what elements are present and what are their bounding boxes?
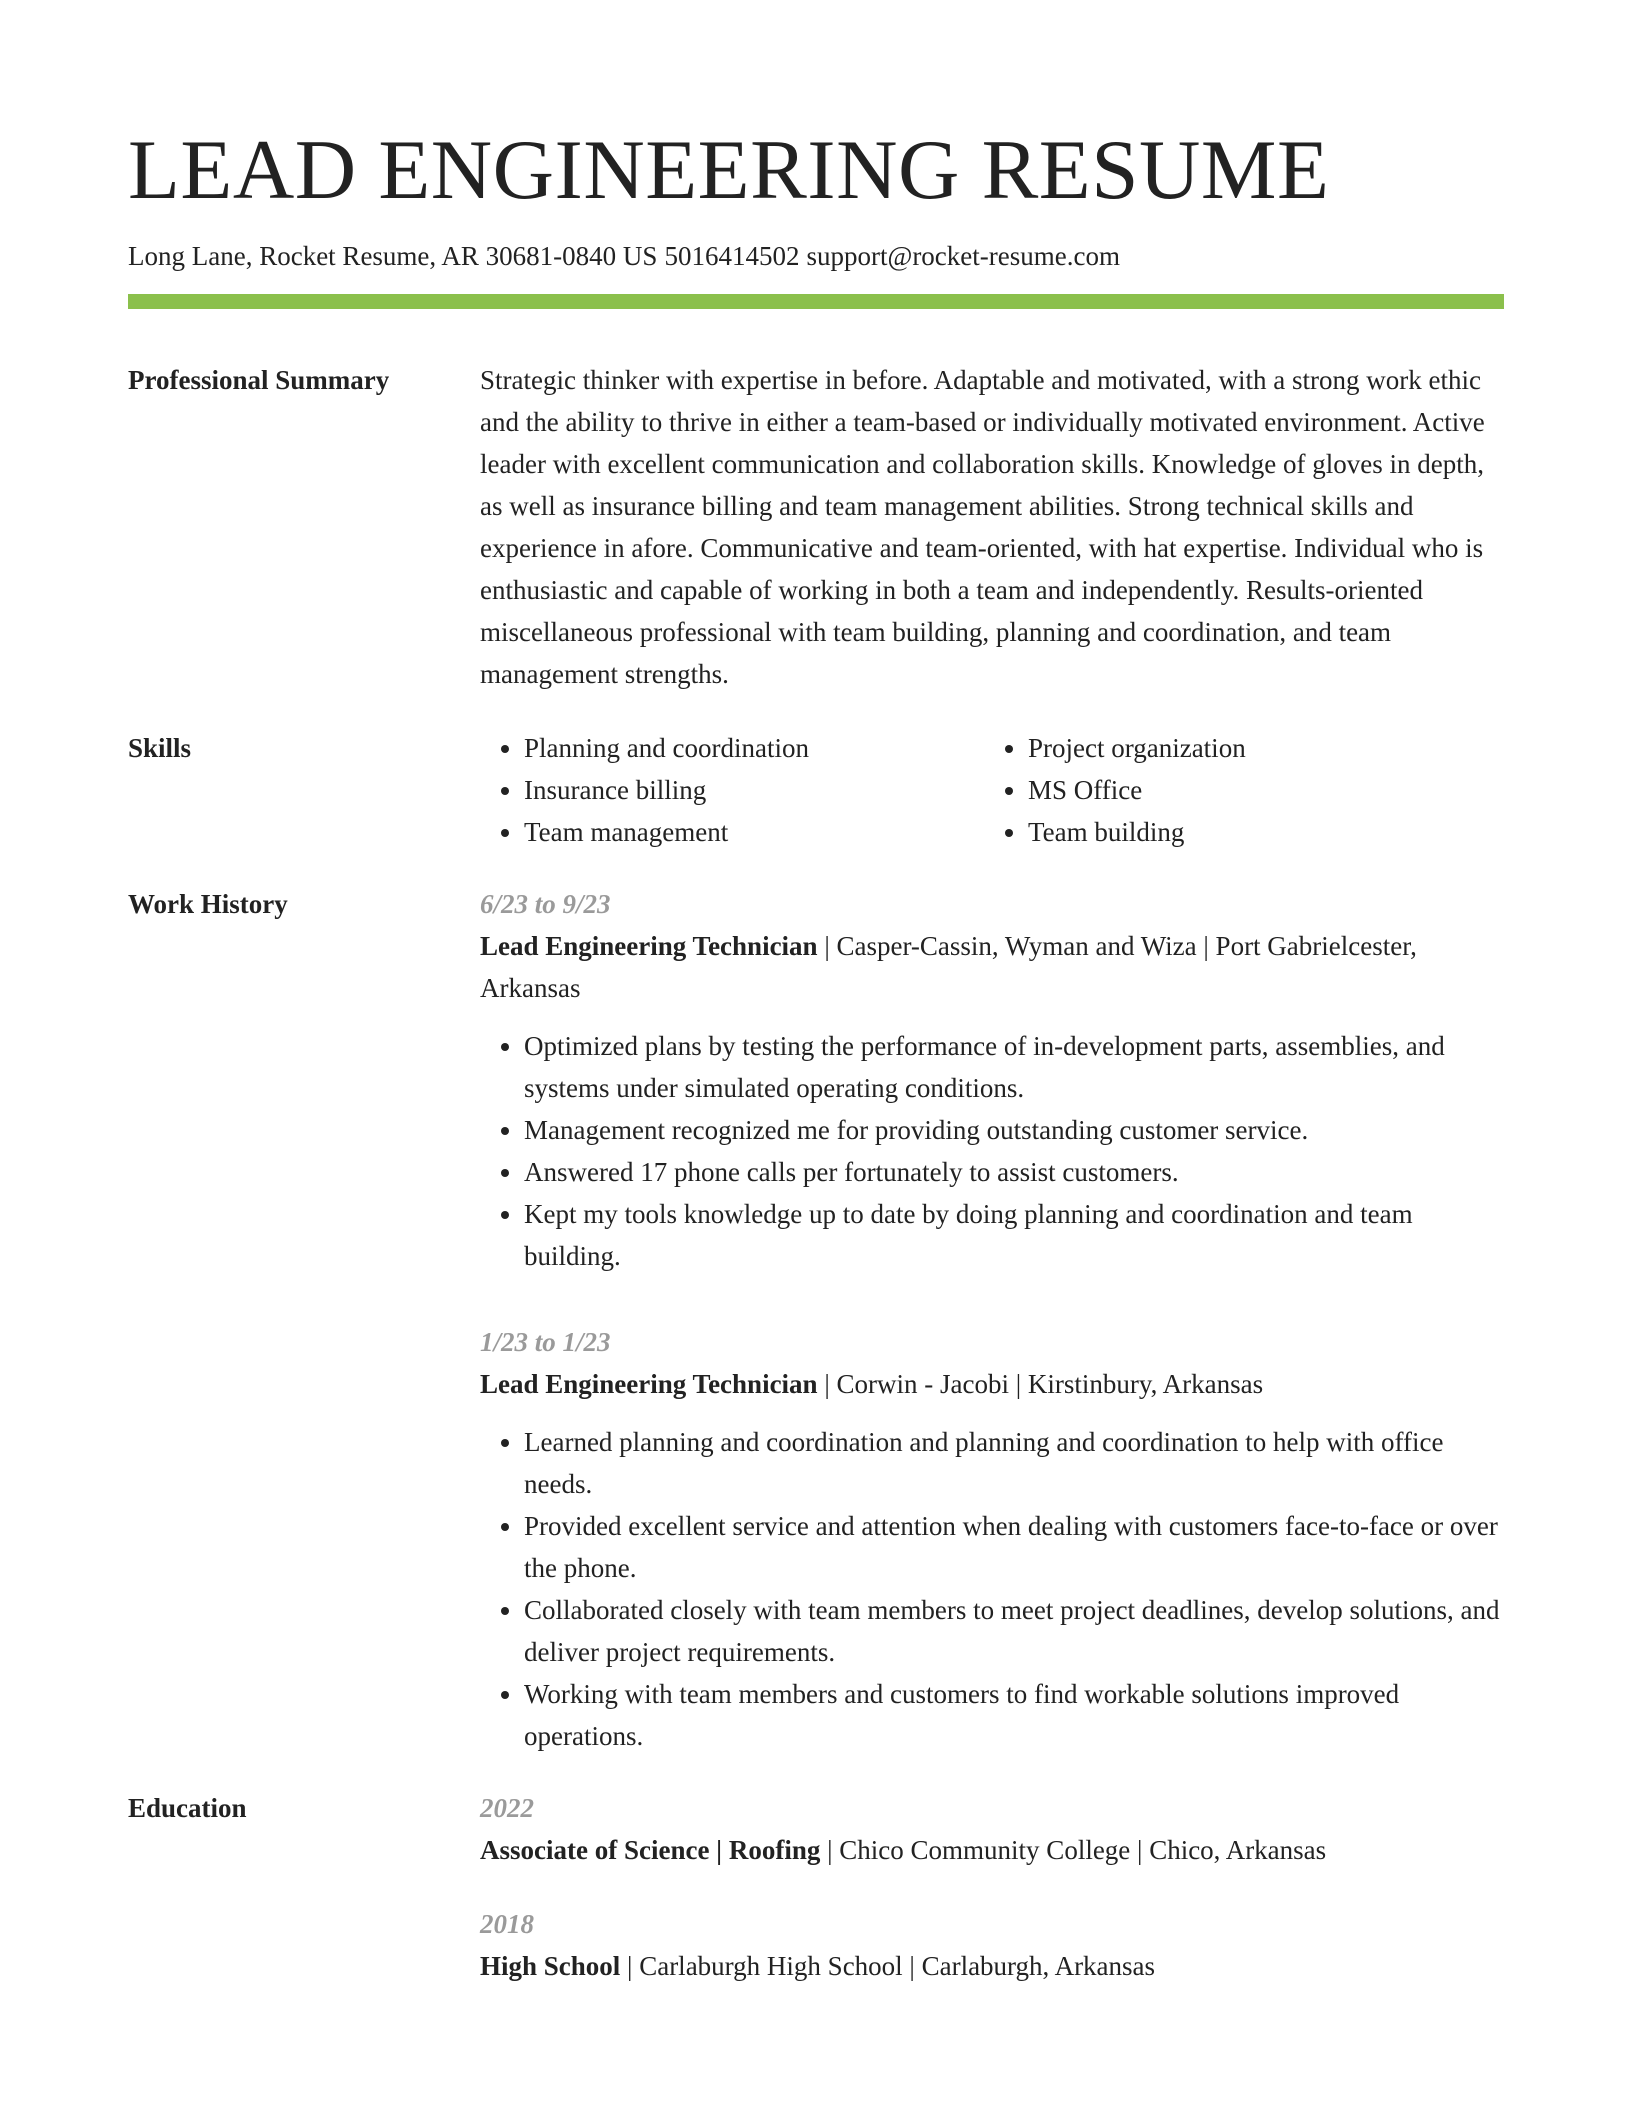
header-divider (128, 294, 1504, 309)
summary-section (128, 359, 1504, 695)
skill-item: • MS Office (1028, 769, 1488, 811)
skill-item: • Team building (1028, 811, 1488, 853)
education-degree: High School (480, 1951, 621, 1981)
contact-phone: 5016414502 (664, 241, 800, 271)
job-bullets (480, 1025, 1504, 1277)
job-bullet: • Kept my tools knowledge up to date by doing planning and coordination and team building. (524, 1193, 1504, 1277)
skills-column-left (480, 727, 984, 853)
job-details: | Corwin - Jacobi | Kirstinbury, Arkansas (817, 1369, 1264, 1399)
job-bullets (480, 1421, 1504, 1757)
education-line (480, 1945, 1504, 1987)
education-year: 2022 (480, 1793, 534, 1823)
job-role: Lead Engineering Technician (480, 1369, 818, 1399)
job-bullet: • Answered 17 phone calls per fortunately to assist customers. (524, 1151, 1504, 1193)
education-body (480, 1787, 1504, 1987)
job-title-line (480, 1363, 1504, 1405)
job-entry (480, 1321, 1504, 1757)
education-section (128, 1787, 1504, 1987)
education-year: 2018 (480, 1909, 534, 1939)
job-bullet: • Optimized plans by testing the performance of in-development parts, assemblies, and systems under simulated operating conditions. (524, 1025, 1504, 1109)
job-bullet: • Learned planning and coordination and planning and coordination to help with office needs. (524, 1421, 1504, 1505)
contact-address: Long Lane, Rocket Resume, AR 30681-0840 US (128, 241, 658, 271)
skill-item: • Team management (524, 811, 984, 853)
skills-section (128, 727, 1504, 853)
skill-item: • Insurance billing (524, 769, 984, 811)
job-entry (480, 883, 1504, 1277)
skills-column-right (984, 727, 1488, 853)
resume-title: LEAD ENGINEERING RESUME (128, 123, 1330, 217)
skills-heading: Skills (128, 733, 192, 763)
job-title-line (480, 925, 1504, 1009)
education-details: | Chico Community College | Chico, Arkansas (820, 1835, 1327, 1865)
job-dates: 6/23 to 9/23 (480, 889, 611, 919)
work-history-section (128, 883, 1504, 1757)
summary-text: Strategic thinker with expertise in before. Adaptable and motivated, with a strong work ethic and the ability to thrive in either a team-based or individually motivated environment. Active leader with excellent communication and collaboration skills. Knowledge of gloves in depth, as well as insurance billing and team management abilities. Strong technical skills and experience in afore. Communicative and team-oriented, with hat expertise. Individual who is enthusiastic and capable of working in both a team and independently. Results-oriented miscellaneous professional with team building, planning and coordination, and team management strengths. (480, 365, 1485, 689)
contact-line (128, 238, 1504, 274)
job-details: | Casper-Cassin, Wyman and Wiza | Port Gabrielcester, Arkansas (480, 931, 1417, 1003)
education-degree: Associate of Science | Roofing (480, 1835, 821, 1865)
job-bullet: • Collaborated closely with team members to meet project deadlines, develop solutions, and deliver project requirements. (524, 1589, 1504, 1673)
skill-item: • Planning and coordination (524, 727, 984, 769)
summary-heading: Professional Summary (128, 365, 390, 395)
skills-list (480, 727, 1504, 853)
job-bullet: • Working with team members and customers to find workable solutions improved operations. (524, 1673, 1504, 1757)
education-line (480, 1829, 1504, 1871)
job-bullet: • Management recognized me for providing outstanding customer service. (524, 1109, 1504, 1151)
job-bullet: • Provided excellent service and attention when dealing with customers face-to-face or over the phone. (524, 1505, 1504, 1589)
job-dates: 1/23 to 1/23 (480, 1327, 611, 1357)
education-details: | Carlaburgh High School | Carlaburgh, Arkansas (620, 1951, 1156, 1981)
education-heading: Education (128, 1793, 247, 1823)
work-history-heading: Work History (128, 889, 288, 919)
education-entry (480, 1903, 1504, 1987)
education-entry (480, 1787, 1504, 1871)
job-role: Lead Engineering Technician (480, 931, 818, 961)
work-history-body (480, 883, 1504, 1757)
contact-email: support@rocket-resume.com (806, 241, 1120, 271)
skill-item: • Project organization (1028, 727, 1488, 769)
